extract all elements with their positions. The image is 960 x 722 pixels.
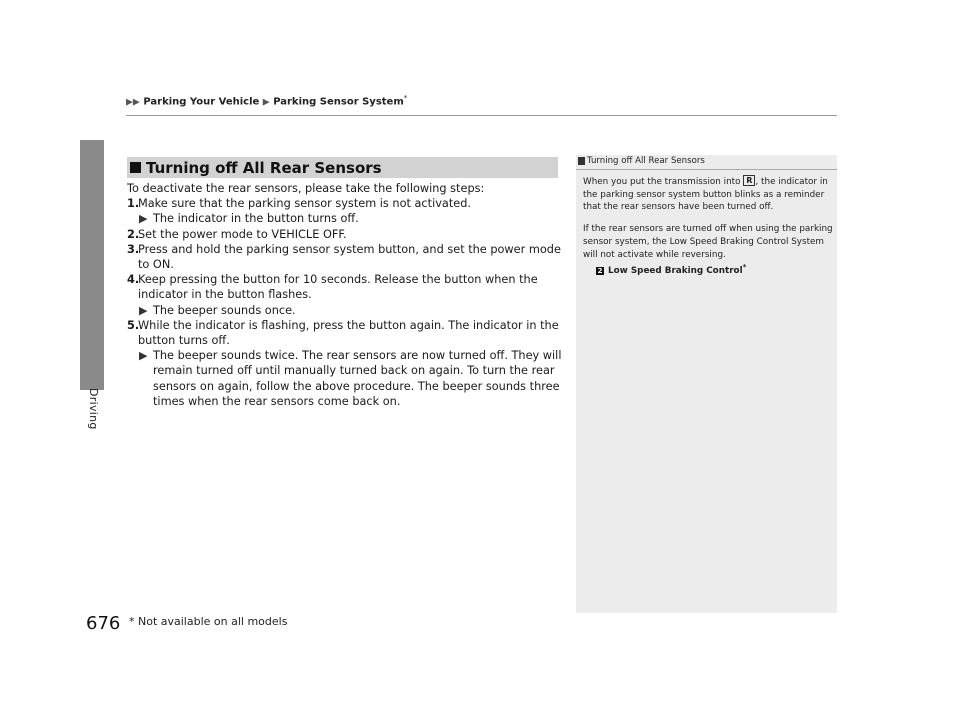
breadcrumb-item-parking-your-vehicle[interactable]: Parking Your Vehicle	[143, 96, 260, 108]
step-number: 4.	[127, 273, 140, 287]
sidebar-section-label	[78, 388, 108, 448]
step-item	[127, 196, 562, 211]
step-result	[127, 348, 562, 409]
side-note-text: When you put the transmission into	[583, 177, 741, 187]
triangle-right-icon: ▶	[139, 349, 148, 363]
step-item	[127, 272, 562, 302]
breadcrumb-arrow-icon: ▶▶	[126, 97, 140, 108]
step-number: 1.	[127, 197, 140, 211]
step-number: 2.	[127, 227, 140, 241]
step-item	[127, 242, 562, 272]
step-item	[127, 227, 562, 242]
gear-r-key-icon: R	[743, 175, 755, 186]
breadcrumb-item-parking-sensor-system[interactable]: Parking Sensor System	[273, 96, 404, 108]
breadcrumb-arrow-icon: ▶	[262, 97, 270, 108]
sidebar-tab	[80, 140, 104, 390]
triangle-right-icon: ▶	[139, 212, 148, 226]
side-note-paragraph: If the rear sensors are turned off when using the parking sensor system, the Low Speed Braking Control System will not activate while reversing.	[583, 224, 833, 260]
side-note-divider	[576, 169, 837, 170]
breadcrumb	[126, 94, 407, 107]
section-header	[127, 157, 558, 178]
step-text: Press and hold the parking sensor system button, and set the power mode to ON.	[138, 242, 561, 272]
header-divider	[126, 115, 837, 116]
step-result-text: The beeper sounds once.	[153, 303, 296, 317]
step-number: 5.	[127, 318, 140, 332]
side-note-text: , the indicator in the parking sensor system button blinks as a reminder that the rear sensors have been turned off.	[583, 177, 828, 213]
sidebar-label-text: Driving	[87, 388, 100, 430]
step-item	[127, 318, 562, 348]
step-result	[127, 303, 562, 318]
square-icon	[130, 162, 141, 173]
side-note-body	[583, 175, 833, 278]
step-text: Keep pressing the button for 10 seconds. Release the button when the indicator in the button flashes.	[138, 273, 538, 302]
step-result-text: The beeper sounds twice. The rear sensors are now turned off. They will remain turned off until manually turned back on again. To turn the rear sensors on again, follow the above procedure. The beeper sounds three times when the rear sensors come back on.	[153, 349, 562, 408]
step-text: While the indicator is flashing, press the button again. The indicator in the button turns off.	[138, 318, 559, 348]
step-number: 3.	[127, 242, 140, 256]
step-text: Set the power mode to VEHICLE OFF.	[138, 227, 347, 241]
main-content	[127, 181, 562, 409]
cross-reference-text[interactable]: Low Speed Braking Control	[608, 266, 743, 277]
footnote: * Not available on all models	[129, 615, 288, 628]
cross-reference-link[interactable]	[583, 261, 833, 278]
asterisk-mark: *	[403, 94, 408, 102]
step-text: Make sure that the parking sensor system is not activated.	[138, 197, 471, 211]
section-title: Turning off All Rear Sensors	[146, 158, 382, 177]
reference-icon	[578, 157, 585, 165]
step-result	[127, 211, 562, 226]
reference-arrow-icon: 2	[597, 267, 603, 276]
page-number: 676	[86, 613, 121, 634]
side-note-paragraph	[583, 175, 833, 214]
triangle-right-icon: ▶	[139, 303, 148, 317]
asterisk-mark: *	[742, 263, 747, 272]
step-result-text: The indicator in the button turns off.	[153, 212, 359, 226]
intro-text: To deactivate the rear sensors, please take the following steps:	[127, 182, 485, 195]
side-note-title: Turning off All Rear Sensors	[587, 156, 705, 166]
